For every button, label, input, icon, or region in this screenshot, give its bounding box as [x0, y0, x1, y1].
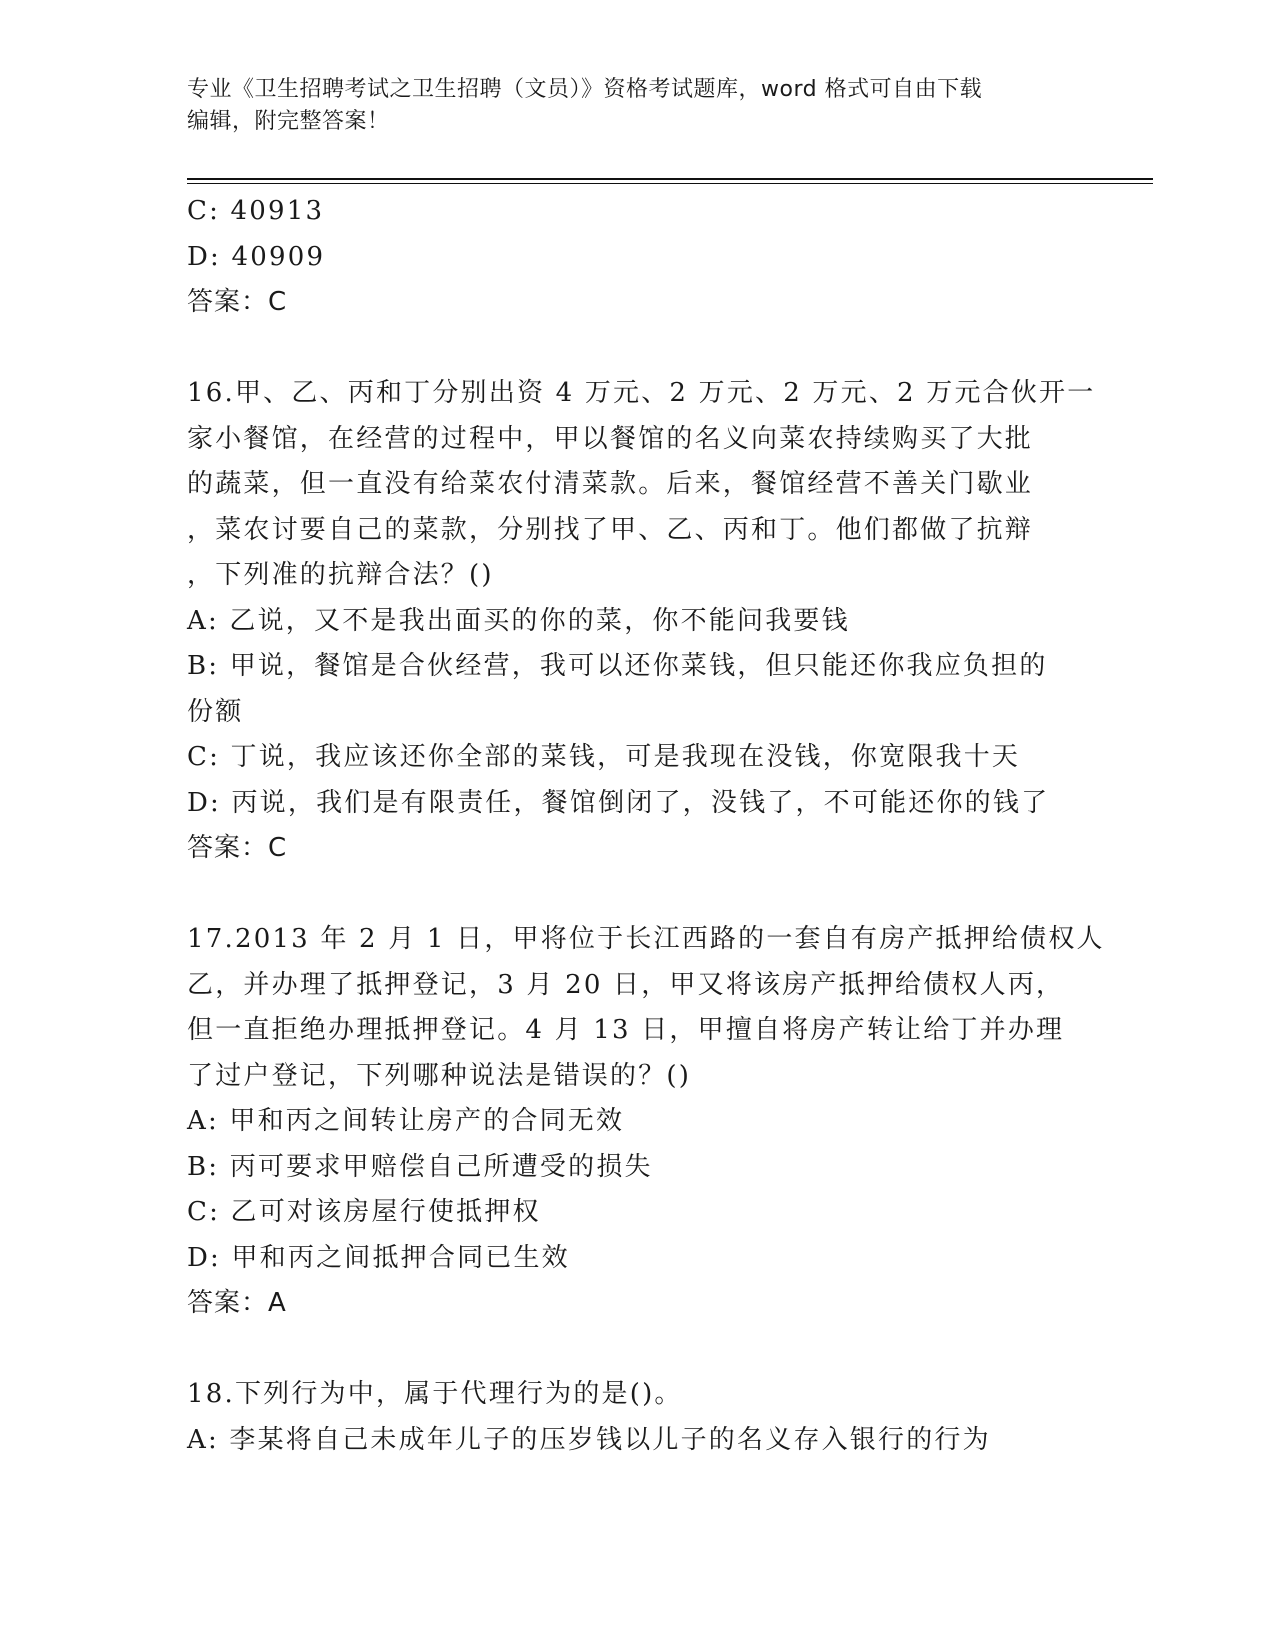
q17-option-b: B: 丙可要求甲赔偿自己所遭受的损失	[187, 1151, 653, 1182]
q15-option-d: D: 40909	[187, 241, 326, 272]
q18-option-a: A: 李某将自己未成年儿子的压岁钱以儿子的名义存入银行的行为	[187, 1424, 991, 1455]
q16-stem-line: ，下列准的抗辩合法？()	[187, 560, 494, 590]
question-15	[187, 189, 1087, 326]
q15-option-c: C: 40913	[187, 196, 325, 226]
q17-stem-line: 17.2013 年 2 月 1 日，甲将位于长江西路的一套自有房产抵押给债权人	[187, 924, 1105, 954]
spacer	[187, 1327, 1087, 1373]
q17-answer: 答案：A	[187, 1288, 287, 1318]
q15-answer: 答案：C	[187, 287, 288, 317]
q16-stem-line: 的蔬菜，但一直没有给菜农付清菜款。后来，餐馆经营不善关门歇业	[187, 469, 1034, 499]
q16-option-a: A: 乙说，又不是我出面买的你的菜，你不能问我要钱	[187, 605, 850, 636]
q16-stem-line: 家小餐馆，在经营的过程中，甲以餐馆的名义向菜农持续购买了大批	[187, 423, 1034, 454]
header-divider-thick	[187, 178, 1153, 180]
q17-stem-line: 了过户登记，下列哪种说法是错误的？()	[187, 1060, 692, 1091]
header-line-2: 编辑，附完整答案！	[187, 109, 390, 134]
q18-stem: 18.下列行为中，属于代理行为的是()。	[187, 1379, 683, 1409]
q16-stem-line: 16.甲、乙、丙和丁分别出资 4 万元、2 万元、2 万元、2 万元合伙开一	[187, 378, 1096, 408]
q17-stem-line: 乙，并办理了抵押登记，3 月 20 日，甲又将该房产抵押给债权人丙，	[187, 969, 1065, 1000]
page-header	[187, 74, 1087, 138]
header-divider-thin	[187, 183, 1153, 184]
q16-option-c: C: 丁说，我应该还你全部的菜钱，可是我现在没钱，你宽限我十天	[187, 742, 1021, 772]
q17-option-d: D: 甲和丙之间抵押合同已生效	[187, 1242, 570, 1273]
q16-answer: 答案：C	[187, 833, 288, 863]
question-18	[187, 1372, 1087, 1463]
q16-stem-line: ，菜农讨要自己的菜款，分别找了甲、乙、丙和丁。他们都做了抗辩	[187, 514, 1034, 545]
q17-option-c: C: 乙可对该房屋行使抵押权	[187, 1197, 541, 1227]
question-content	[187, 189, 1105, 1463]
question-17	[187, 917, 1105, 1327]
q17-option-a: A: 甲和丙之间转让房产的合同无效	[187, 1106, 625, 1136]
spacer	[187, 872, 1087, 918]
q16-option-b: B: 甲说，餐馆是合伙经营，我可以还你菜钱，但只能还你我应负担的	[187, 651, 1048, 681]
spacer	[187, 326, 1087, 372]
q17-stem-line: 但一直拒绝办理抵押登记。4 月 13 日，甲擅自将房产转让给丁并办理	[187, 1015, 1065, 1045]
header-line-1: 专业《卫生招聘考试之卫生招聘（文员）》资格考试题库，word 格式可自由下载	[187, 77, 983, 102]
q16-option-d: D: 丙说，我们是有限责任，餐馆倒闭了，没钱了，不可能还你的钱了	[187, 787, 1050, 818]
q16-option-b-cont: 份额	[187, 696, 244, 727]
question-16	[187, 371, 1096, 872]
